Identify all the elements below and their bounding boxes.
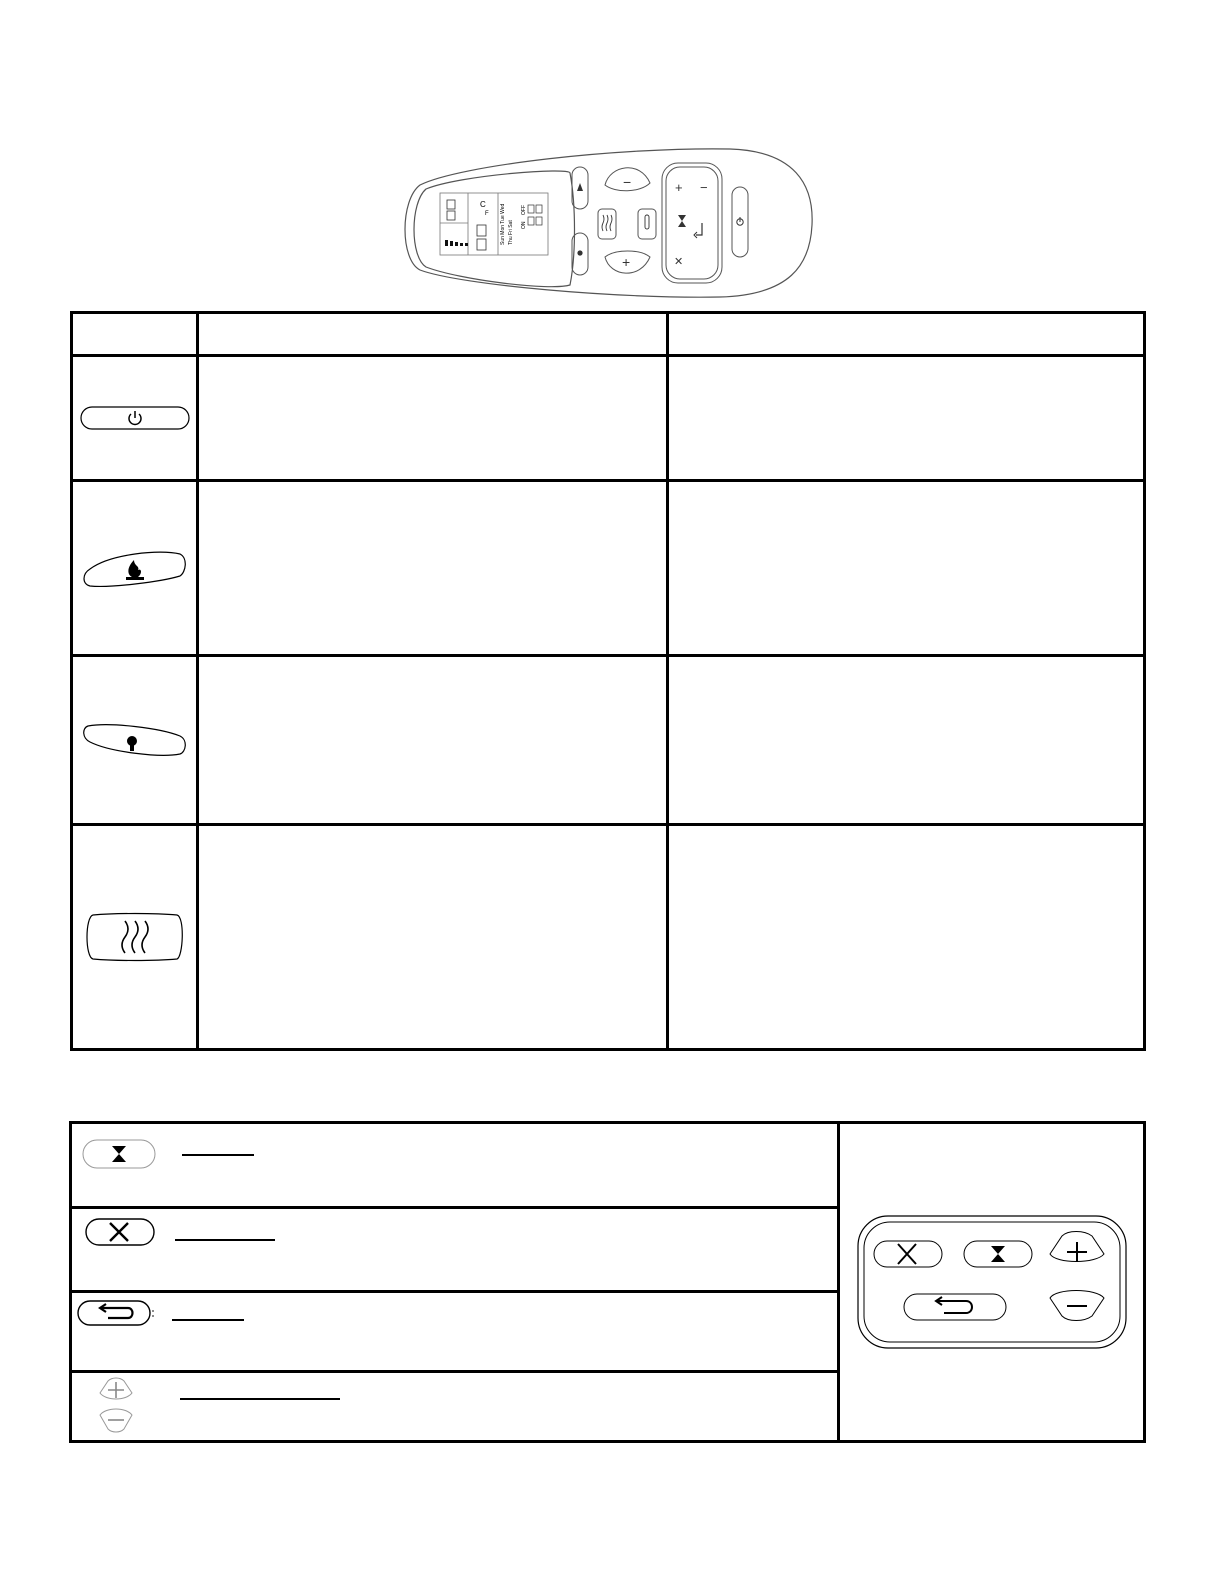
hourglass-icon[interactable]: [82, 1138, 156, 1170]
tools-icon[interactable]: [84, 1217, 156, 1249]
table-header-row: [72, 313, 1145, 356]
header-cell: [72, 313, 198, 356]
key-note: [668, 356, 1145, 481]
light-bulb-icon[interactable]: [80, 716, 190, 764]
table-row: [72, 481, 1145, 656]
lcd-timer-off: OFF: [521, 205, 527, 215]
key-description: [198, 356, 668, 481]
return-heading-underline: [172, 1319, 244, 1321]
header-cell: [668, 313, 1145, 356]
timer-heading-underline: [182, 1154, 254, 1156]
key-note: [668, 481, 1145, 656]
remote-temp-button[interactable]: [638, 209, 656, 239]
lcd-days-bottom: Thu Fri Sat: [508, 220, 514, 245]
lcd-unit-c: C: [480, 200, 486, 209]
key-description: [198, 481, 668, 656]
keypad-return-button[interactable]: [904, 1294, 1006, 1320]
heat-waves-icon[interactable]: [85, 911, 185, 963]
key-description: [198, 656, 668, 825]
svg-text:+: +: [675, 180, 683, 195]
key-function-table: [70, 311, 1146, 1051]
svg-text:✕: ✕: [674, 256, 684, 268]
flame-icon[interactable]: [80, 544, 190, 592]
lcd-timer-on: ON: [521, 221, 527, 229]
power-icon[interactable]: [79, 405, 191, 431]
header-cell: [198, 313, 668, 356]
settings-keypad-illustration: [856, 1214, 1128, 1350]
key-note: [668, 825, 1145, 1050]
svg-text:+: +: [622, 254, 631, 270]
svg-text:−: −: [700, 180, 708, 195]
settings-table: [69, 1121, 1146, 1443]
table-row: [72, 656, 1145, 825]
key-note: [668, 656, 1145, 825]
adjust-heading-underline: [180, 1398, 340, 1400]
table-row: [71, 1123, 1145, 1208]
tools-heading-underline: [175, 1239, 275, 1241]
svg-text:−: −: [623, 174, 632, 190]
lcd-days-top: Sun Mon Tue Wed: [500, 203, 506, 245]
return-arrow-icon[interactable]: [76, 1299, 156, 1329]
table-row: [72, 825, 1145, 1050]
lcd-unit-f: F: [485, 211, 489, 217]
remote-lcd: [440, 193, 548, 255]
plus-minus-icon[interactable]: [96, 1375, 136, 1439]
remote-control-illustration: [400, 145, 816, 305]
key-description: [198, 825, 668, 1050]
table-row: [72, 356, 1145, 481]
